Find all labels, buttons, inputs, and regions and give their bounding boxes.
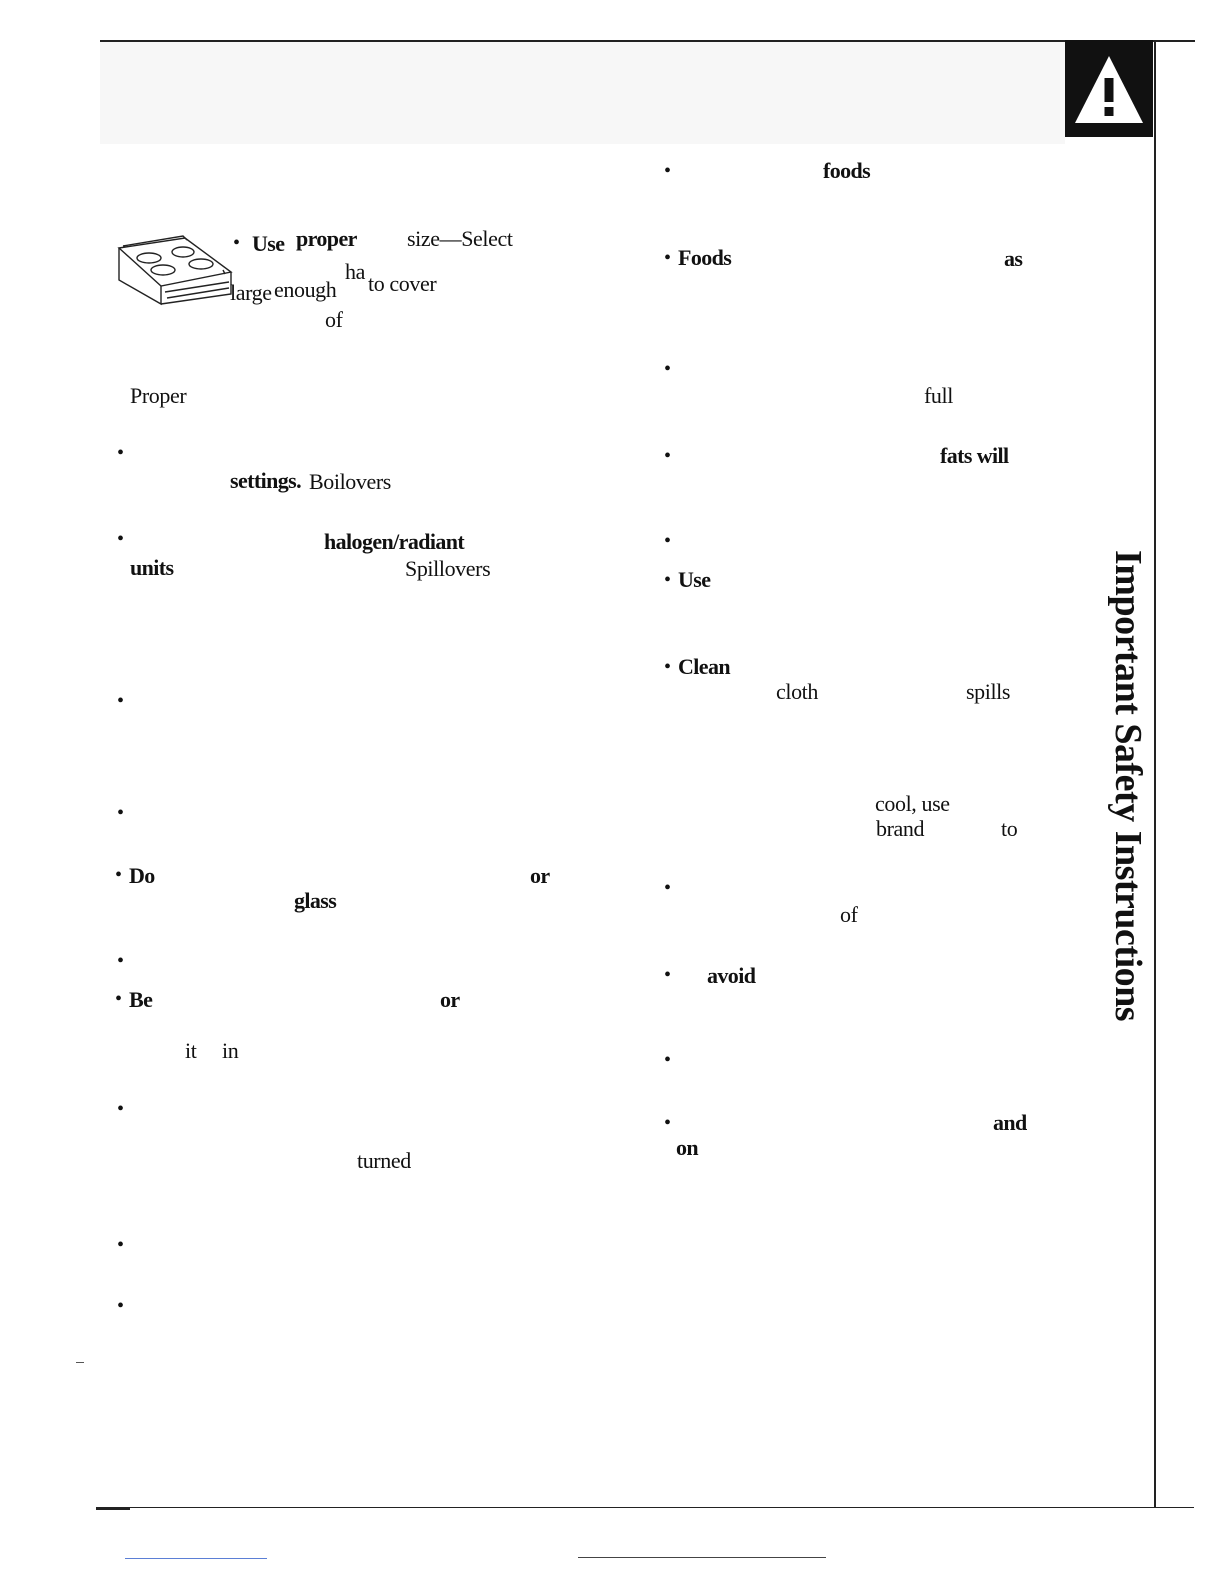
right-word: fats will — [940, 443, 1009, 468]
right-word: as — [1004, 246, 1023, 271]
bottom-left-tick — [96, 1508, 130, 1510]
right-word: Foods — [678, 245, 732, 270]
bullet: • — [664, 1049, 672, 1071]
left-word: Boilovers — [309, 469, 391, 494]
left-word: it — [185, 1038, 197, 1063]
bullet: • — [233, 232, 241, 254]
bullet: • — [664, 247, 672, 269]
bottom-rule — [96, 1507, 1194, 1508]
right-word: on — [676, 1135, 699, 1160]
bullet: • — [664, 877, 672, 899]
right-word: to — [1001, 816, 1018, 841]
right-word: spills — [966, 679, 1011, 704]
bullet: • — [664, 569, 672, 591]
left-word: Spillovers — [405, 556, 491, 581]
left-word: Use — [252, 231, 285, 256]
footer-underline-left — [125, 1558, 267, 1559]
left-word: or — [530, 863, 550, 888]
bullet: • — [117, 1234, 125, 1256]
bullet: • — [115, 864, 123, 886]
left-word: halogen/radiant — [324, 529, 465, 554]
left-word: ha — [345, 259, 365, 284]
left-word: units — [130, 555, 174, 580]
right-word: of — [840, 902, 858, 927]
left-word: proper — [296, 226, 357, 251]
right-word: cloth — [776, 679, 818, 704]
left-word: turned — [357, 1148, 411, 1173]
bullet: • — [117, 528, 125, 550]
right-word: cool, use — [875, 791, 950, 816]
bullet: • — [664, 1112, 672, 1134]
right-word: and — [993, 1110, 1027, 1135]
left-word: glass — [294, 888, 337, 913]
footer-underline-right — [578, 1557, 826, 1558]
left-word: enough — [274, 277, 337, 302]
right-word: Clean — [678, 654, 731, 679]
right-word: foods — [823, 158, 871, 183]
left-word: in — [222, 1038, 239, 1063]
bullet: • — [664, 964, 672, 986]
right-word: Use — [678, 567, 711, 592]
bullet: • — [117, 950, 125, 972]
bullet: • — [664, 530, 672, 552]
bullet: • — [117, 690, 125, 712]
left-word: Proper — [130, 383, 187, 408]
left-word: size—Select — [407, 226, 513, 251]
warning-box — [1065, 40, 1153, 137]
bullet: • — [117, 802, 125, 824]
cooktop-range-icon — [113, 234, 235, 306]
bullet: • — [664, 445, 672, 467]
left-word: large — [230, 280, 272, 305]
warning-triangle-icon — [1065, 40, 1153, 137]
left-word: settings. — [230, 468, 301, 493]
section-title-vertical: Important Safety Instructions — [1107, 550, 1149, 1022]
header-band — [100, 42, 1065, 144]
bullet: • — [117, 1295, 125, 1317]
right-word: full — [924, 383, 953, 408]
bullet: • — [664, 358, 672, 380]
bullet: • — [664, 160, 672, 182]
bullet: • — [115, 988, 123, 1010]
bullet: • — [664, 656, 672, 678]
range-illustration — [113, 234, 235, 311]
left-word: of — [325, 307, 343, 332]
right-word: brand — [876, 816, 925, 841]
left-word: to cover — [368, 271, 437, 296]
bullet: • — [117, 442, 125, 464]
right-word: avoid — [707, 963, 756, 988]
left-word: Do — [129, 863, 155, 888]
right-edge-rule — [1154, 40, 1156, 1508]
left-word: or — [440, 987, 460, 1012]
bullet: • — [117, 1098, 125, 1120]
left-word: Be — [129, 987, 153, 1012]
left-dash-mark — [76, 1362, 84, 1363]
